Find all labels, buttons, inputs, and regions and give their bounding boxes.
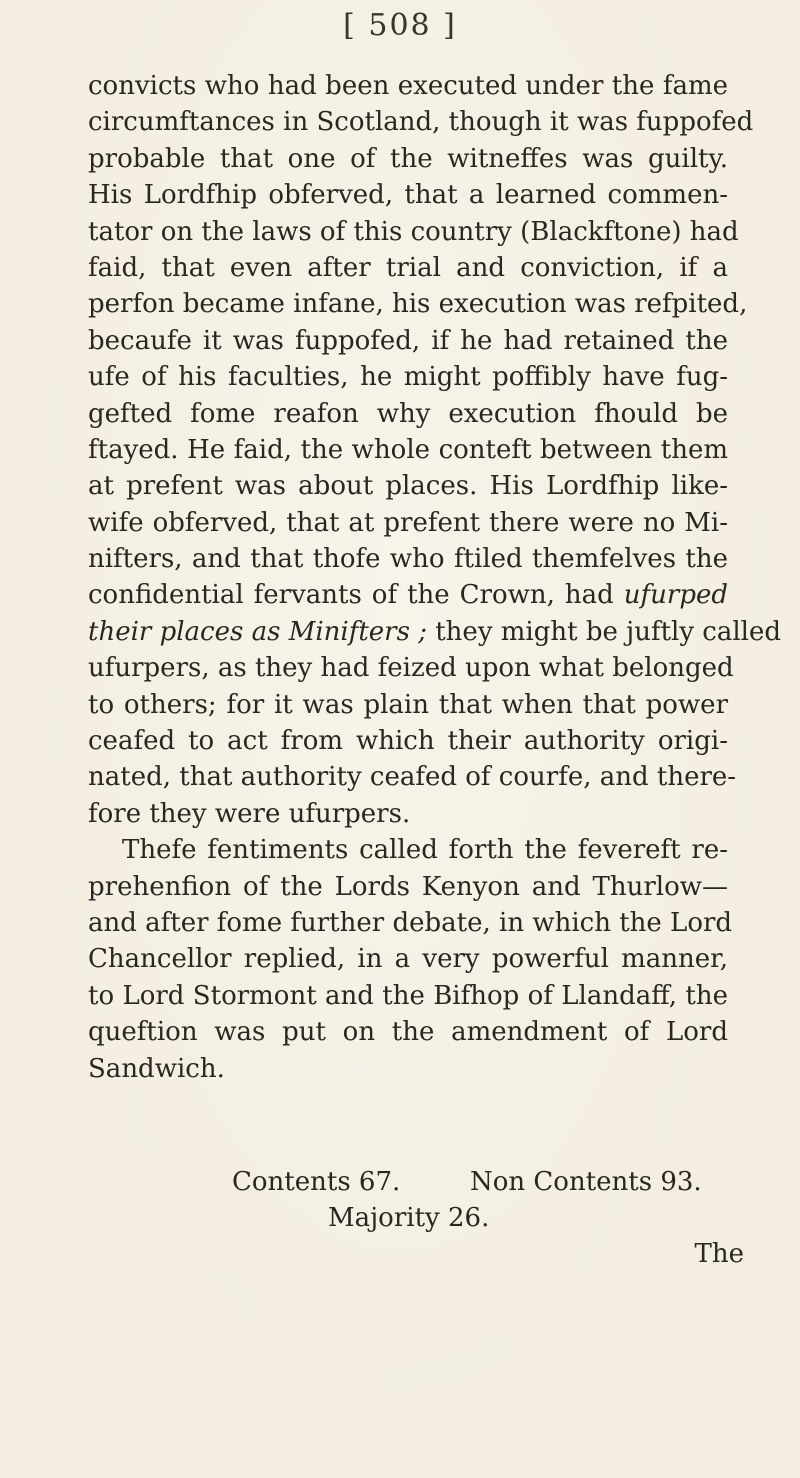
para2-line-6: queftion was put on the amendment of Lord xyxy=(88,1017,728,1048)
text-line-15-start: confidential fervants of the Crown, had xyxy=(88,580,614,611)
page-number: [ 508 ] xyxy=(343,8,457,43)
text-line-13: wife obferved, that at prefent there were no Mi- xyxy=(88,507,728,538)
text-line-16-rest: they might be juftly called xyxy=(426,616,782,647)
para2-line-3: and after fome further debate, in which the Lord xyxy=(88,907,733,938)
text-line-1: convicts who had been executed under the fame xyxy=(88,71,728,101)
para2-line-2: prehenfion of the Lords Kenyon and Thurlow— xyxy=(88,871,728,902)
text-line-4: His Lordfhip obferved, that a learned commen- xyxy=(88,180,728,211)
para2-line-4: Chancellor replied, in a very powerful manner, xyxy=(88,944,728,975)
para2-line-7: Sandwich. xyxy=(88,1053,225,1084)
text-line-7: perfon became infane, his execution was refpited, xyxy=(88,289,748,320)
text-line-10: gefted fome reafon why execution fhould be xyxy=(88,398,728,429)
text-line-8: becaufe it was fuppofed, if he had retained the xyxy=(88,325,728,356)
catchword: The xyxy=(694,1239,744,1269)
text-line-16 xyxy=(88,614,782,650)
text-line-6: faid, that even after trial and conviction, if a xyxy=(88,252,728,283)
text-line-15 xyxy=(88,577,728,613)
text-line-20: nated, that authority ceafed of courfe, and there- xyxy=(88,762,737,793)
italic-their-places: their places as Minifters ; xyxy=(88,616,427,647)
para2-line-5: to Lord Stormont and the Bifhop of Llandaff, the xyxy=(88,980,728,1011)
text-line-2: circumftances in Scotland, though it was fuppofed xyxy=(88,107,754,138)
contents-count: Contents 67. xyxy=(232,1167,401,1197)
text-line-21: fore they were ufurpers. xyxy=(88,798,411,829)
text-line-18: to others; for it was plain that when that power xyxy=(88,689,728,720)
text-line-5: tator on the laws of this country (Blackftone) had xyxy=(88,216,739,247)
text-line-14: nifters, and that thofe who ftiled themfelves the xyxy=(88,544,728,575)
italic-ufurped: ufurped xyxy=(623,580,728,611)
text-line-12: at prefent was about places. His Lordfhip like- xyxy=(88,471,728,502)
majority-count: Majority 26. xyxy=(328,1203,490,1233)
text-line-17: ufurpers, as they had feized upon what belonged xyxy=(88,653,734,684)
body-text xyxy=(88,68,782,1087)
non-contents-count: Non Contents 93. xyxy=(470,1167,702,1197)
text-line-9: ufe of his faculties, he might poffibly have fug- xyxy=(88,362,728,393)
text-line-3: probable that one of the witneffes was guilty. xyxy=(88,143,728,174)
text-line-11: ftayed. He faid, the whole conteft between them xyxy=(88,434,728,465)
para2-line-1: Thefe fentiments called forth the fevereft re- xyxy=(122,835,728,866)
text-line-19: ceafed to act from which their authority origi- xyxy=(88,726,728,757)
